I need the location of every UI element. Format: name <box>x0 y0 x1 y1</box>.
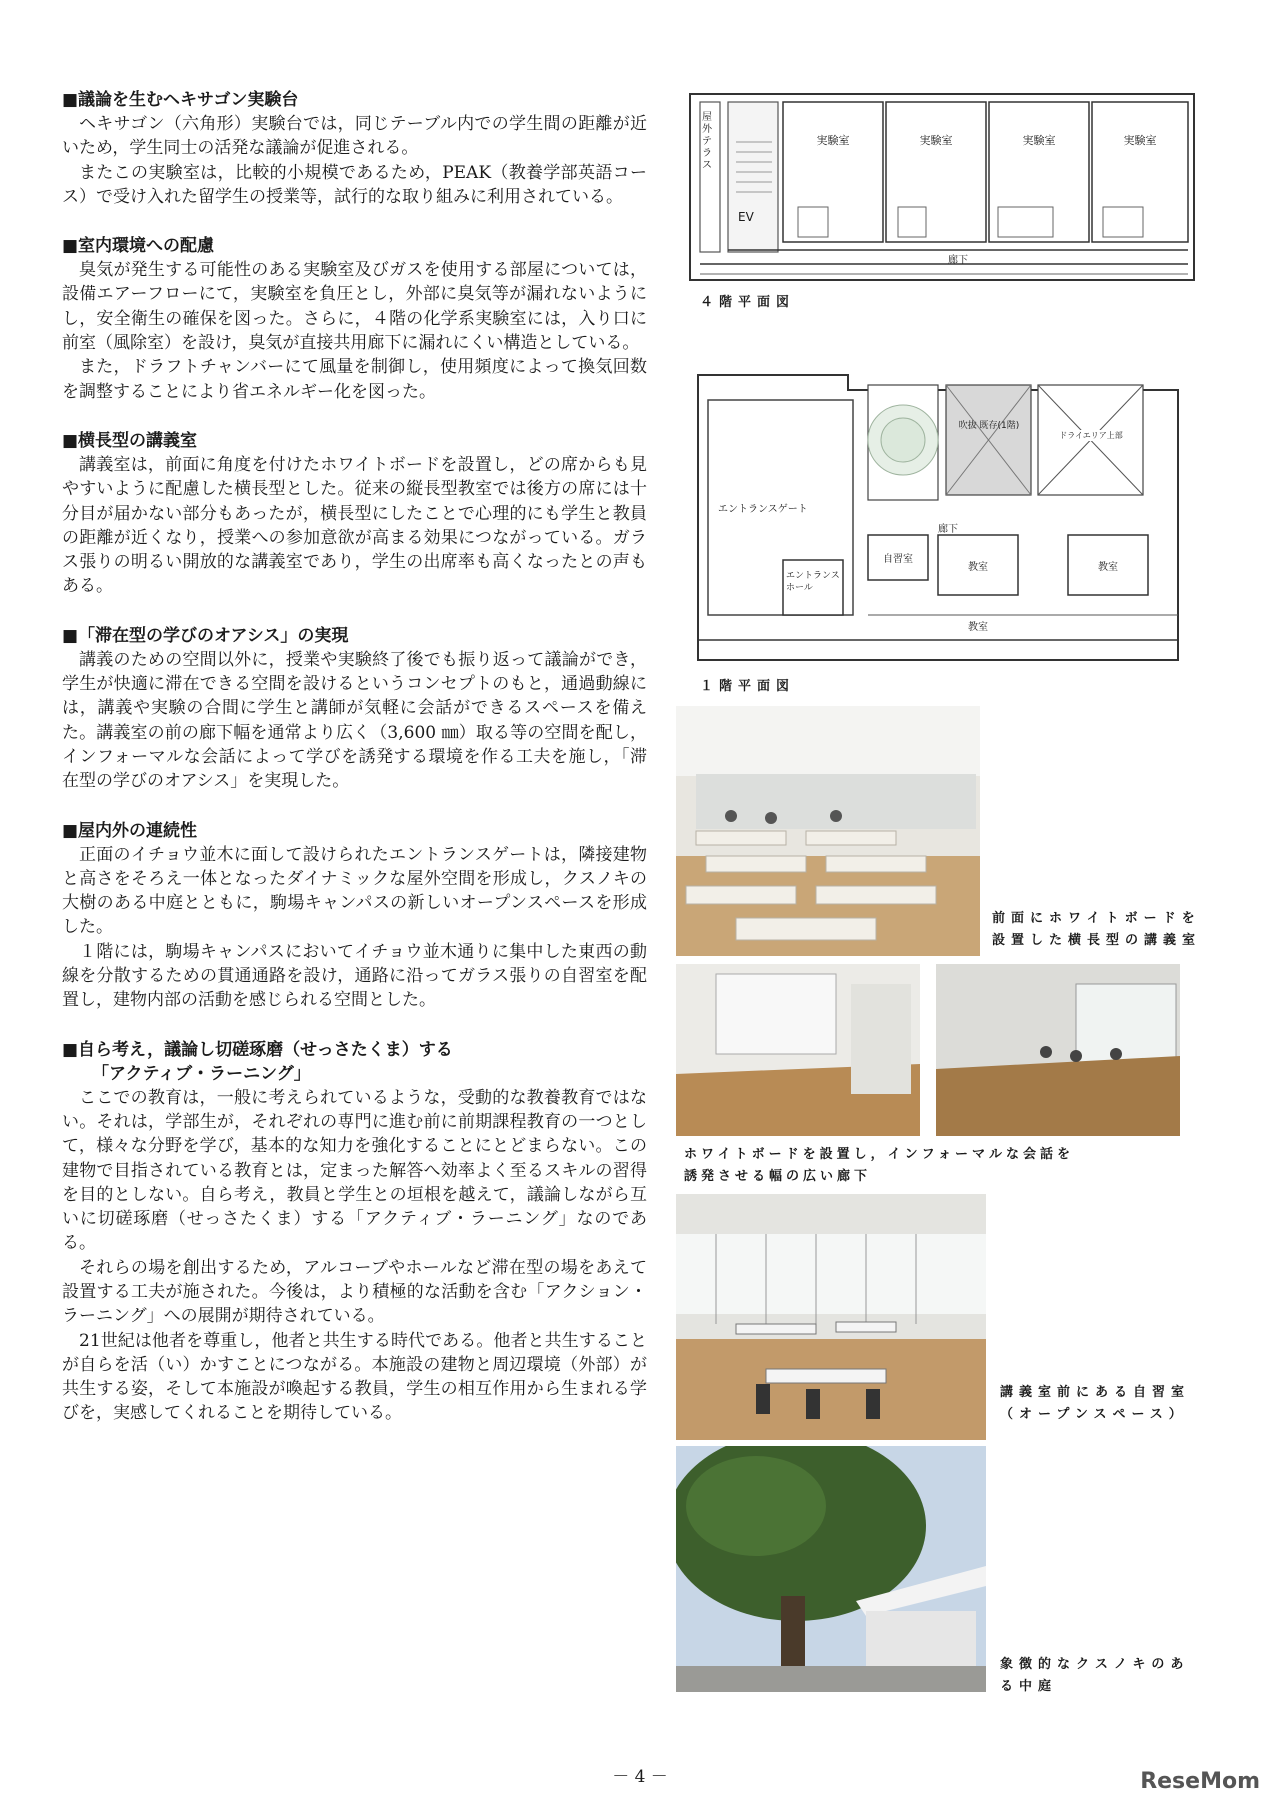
caption-line: 誘発させる幅の広い廊下 <box>684 1169 872 1184</box>
floor-plan-1f <box>688 360 1198 665</box>
section-heading: ■自ら考え，議論し切磋琢磨（せっさたくま）する <box>62 1039 453 1060</box>
section-environment <box>62 234 647 404</box>
section-subheading: 「アクティブ・ラーニング」 <box>92 1063 311 1084</box>
corridor-photo-left <box>676 964 920 1136</box>
self-study-label: 自習室 <box>883 554 913 565</box>
self-study-image <box>676 1194 986 1440</box>
corridor-left-image <box>676 964 920 1136</box>
section-active-learning <box>62 1038 647 1426</box>
section-continuity <box>62 819 647 1013</box>
paragraph: それらの場を創出するため，アルコーブやホールなど滞在型の場をあえて設置する工夫が施された。今後は，より積極的な活動を含む「アクション・ラーニング」への展開が期待されている。 <box>62 1257 647 1327</box>
section-heading: ■屋内外の連続性 <box>62 820 198 841</box>
lab-label: 実験室 <box>1123 134 1157 147</box>
floor-plan-4f-caption: ４階平面図 <box>700 295 796 310</box>
caption-line: 象徴的なクスノキのあ <box>1000 1657 1190 1672</box>
classroom-label: 教室 <box>968 622 988 633</box>
lecture-room-caption <box>992 908 1201 952</box>
section-heading: ■室内環境への配慮 <box>62 236 215 257</box>
paragraph: 21世紀は他者を尊重し，他者と共生する時代である。他者と共生することが自らを活（い）かすことにつながる。本施設の建物と周辺環境（外部）が共生する姿，そして本施設が喚起する教員，学生の相互作用から生まれる学びを，実感してくれることを期待している。 <box>62 1330 647 1424</box>
corridor-photo-right <box>936 964 1180 1136</box>
caption-line: （オープンスペース） <box>1000 1407 1188 1422</box>
atrium-label: 吹抜 既存(1階) <box>958 421 1020 431</box>
section-lecture-room <box>62 429 647 599</box>
paragraph: ヘキサゴン（六角形）実験台では，同じテーブル内での学生間の距離が近いため，学生同士の活発な議論が促進される。 <box>62 114 647 159</box>
section-heading: ■議論を生むヘキサゴン実験台 <box>62 90 299 110</box>
paragraph: ここでの教育は，一般に考えられているような，受動的な教養教育ではない。それは，学部生が，それぞれの専門に進む前に前期課程教育の一つとして，様々な分野を学び，基本的な知力を強化することにとどまらない。この建物で目指されている教育とは，定まった解答へ効率よく至るスキルの習得を目的としない。自ら考え，教員と学生との垣根を越えて，議論しながら互いに切磋琢磨（せっさたくま）する「アクティブ・ラーニング」なのである。 <box>62 1087 647 1254</box>
lab-label: 実験室 <box>919 134 953 147</box>
lab-label: 実験室 <box>816 134 850 147</box>
caption-line: る中庭 <box>1000 1679 1058 1694</box>
corridor-right-image <box>936 964 1180 1136</box>
caption-line: 講義室前にある自習室 <box>1000 1385 1191 1400</box>
lab-label: 実験室 <box>1022 134 1056 147</box>
gate-label: エントランスゲート <box>718 504 808 515</box>
section-hexagon <box>62 88 647 209</box>
section-heading: ■横長型の講義室 <box>62 430 198 451</box>
hall-label: エントランスホール <box>786 571 840 593</box>
ev-label: EV <box>738 210 754 224</box>
courtyard-caption <box>1000 1654 1189 1698</box>
text-column <box>62 88 647 1451</box>
page-number: － 4 － <box>612 1767 668 1787</box>
paragraph: 講義室は，前面に角度を付けたホワイトボードを設置し，どの席からも見やすいように配慮した横長型とした。従来の縦長型教室では後方の席には十分目が届かない部分もあったが，横長型にしたことで心理的にも学生と教員の距離が近くなり，授業への参加意欲が高まる効果につながっている。ガラス張りの明るい開放的な講義室であり，学生の出席率も高くなったとの声もある。 <box>62 454 647 597</box>
corridor-label: 廊下 <box>948 255 968 266</box>
paragraph: 臭気が発生する可能性のある実験室及びガスを使用する部屋については，設備エアーフローにて，実験室を負圧とし，外部に臭気等が漏れないようにし，安全衛生の確保を図った。さらに，４階の化学系実験室には，入り口に前室（風除室）を設け，臭気が直接共用廊下に漏れにくい構造としている。 <box>62 260 647 354</box>
paragraph: また，ドラフトチャンバーにて風量を制御し，使用頻度によって換気回数を調整することにより省エネルギー化を図った。 <box>62 357 647 402</box>
lecture-room-image <box>676 706 980 956</box>
lecture-room-photo <box>676 706 980 956</box>
resemom-logo: ReseMom <box>1140 1769 1260 1794</box>
self-study-caption <box>1000 1382 1190 1426</box>
caption-line: ホワイトボードを設置し，インフォーマルな会話を <box>684 1147 1074 1162</box>
floor-plan-1f-caption: １階平面図 <box>700 679 796 694</box>
floor-plan-4f <box>688 92 1198 282</box>
caption-line: 前面にホワイトボードを <box>992 911 1201 926</box>
section-oasis <box>62 624 647 794</box>
courtyard-photo <box>676 1446 986 1692</box>
classroom-label: 教室 <box>1098 562 1118 573</box>
corridor-label: 廊下 <box>938 524 958 535</box>
self-study-photo <box>676 1194 986 1440</box>
caption-line: 設置した横長型の講義室 <box>992 933 1202 948</box>
terrace-label: 屋外テラス <box>702 112 712 171</box>
paragraph: 講義のための空間以外に，授業や実験終了後でも振り返って議論ができ，学生が快適に滞在できる空間を設けるというコンセプトのもと，通過動線には，講義や実験の合間に学生と講師が気軽に会話ができるスペースを備えた。講義室の前の廊下幅を通常より広く（3,600 ㎜）取る等の空間を配し，インフォーマルな会話によって学びを誘発する環境を作る工夫を施し，「滞在型の学びのオアシス」を実現した。 <box>62 649 647 792</box>
paragraph: １階には，駒場キャンパスにおいてイチョウ並木通りに集中した東西の動線を分散するための貫通通路を設け，通路に沿ってガラス張りの自習室を配置し，建物内部の活動を感じられる空間とした。 <box>62 941 647 1011</box>
paragraph: 正面のイチョウ並木に面して設けられたエントランスゲートは，隣接建物と高さをそろえ一体となったダイナミックな屋外空間を形成し，クスノキの大樹のある中庭とともに，駒場キャンパスの新しいオープンスペースを形成した。 <box>62 844 647 938</box>
classroom-label: 教室 <box>968 562 988 573</box>
courtyard-image <box>676 1446 986 1692</box>
paragraph: またこの実験室は，比較的小規模であるため，PEAK（教養学部英語コース）で受け入れた留学生の授業等，試行的な取り組みに利用されている。 <box>62 162 647 207</box>
dry-area-label: ドライエリア上部 <box>1043 430 1139 441</box>
floor-plan-4f-drawing <box>688 92 1198 282</box>
section-heading: ■「滞在型の学びのオアシス」の実現 <box>62 625 349 646</box>
corridor-caption <box>684 1144 1074 1188</box>
